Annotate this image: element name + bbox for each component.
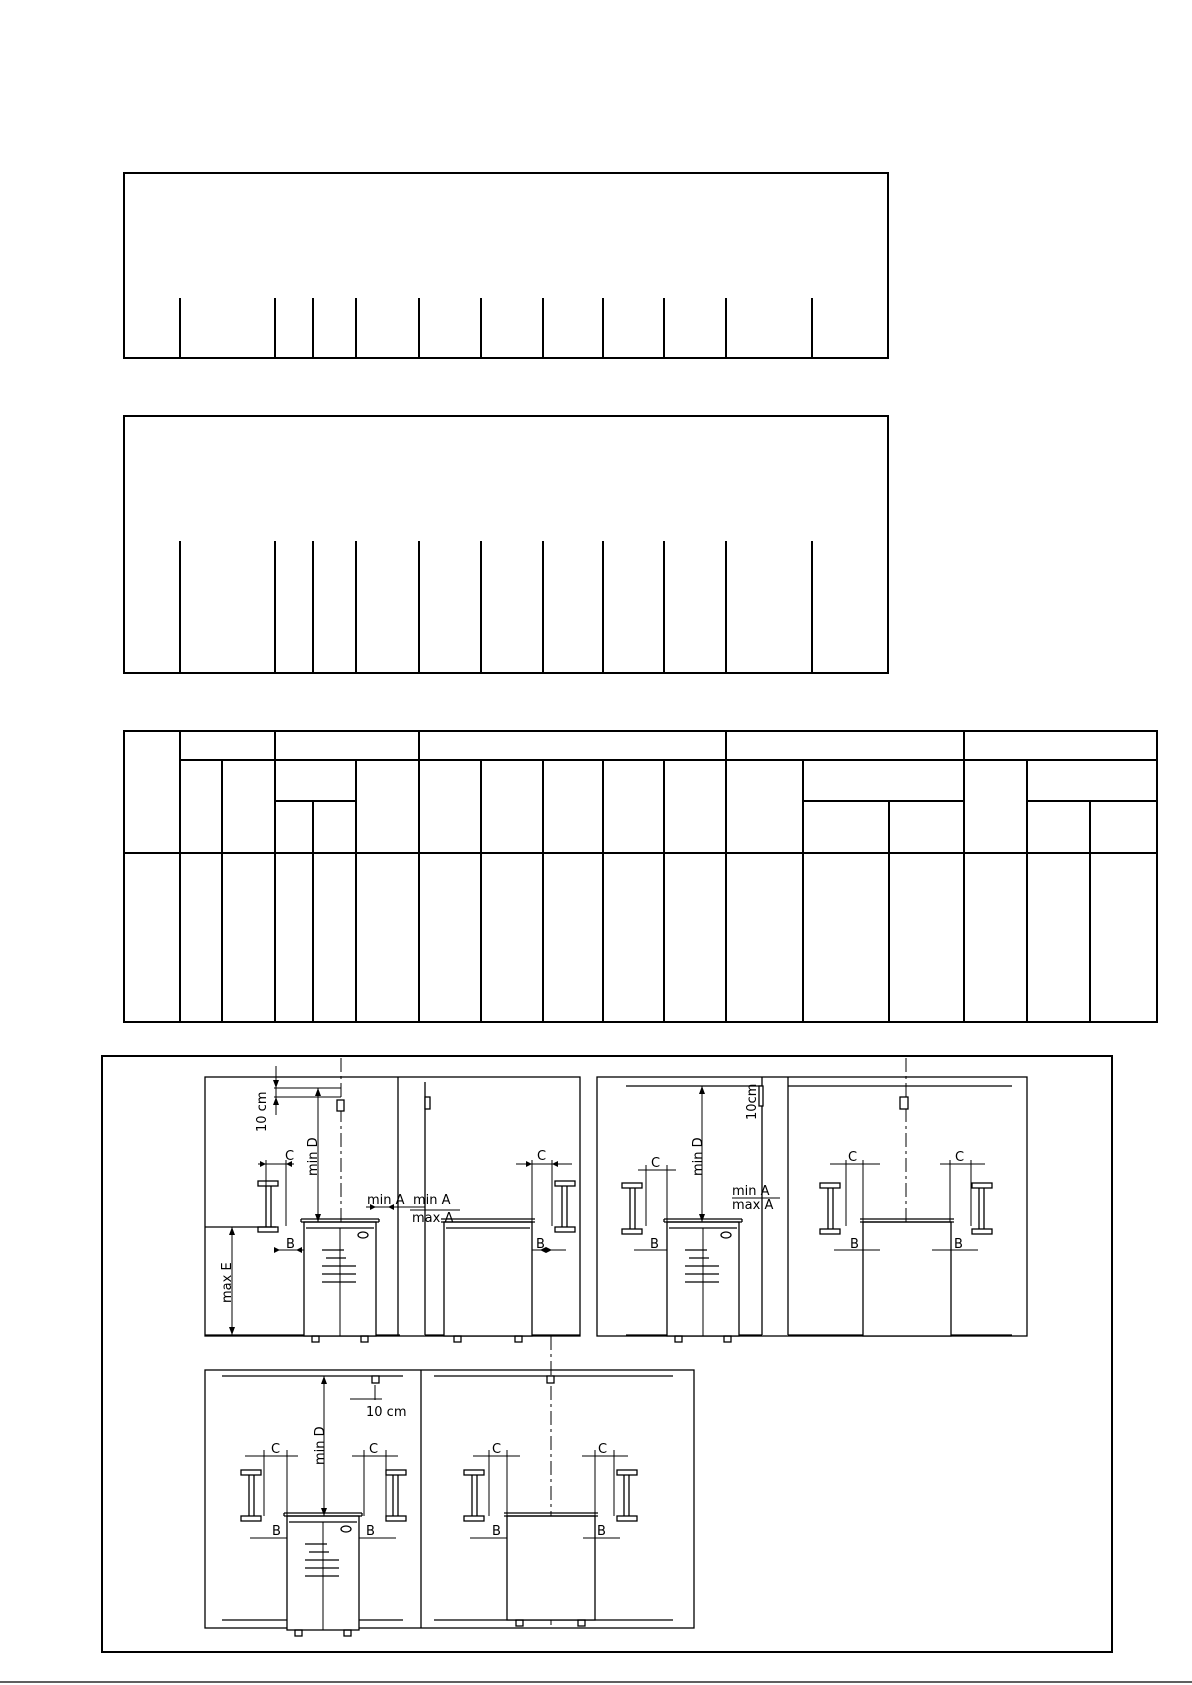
max-a-label: max A [732, 1198, 774, 1213]
min-a-label: min A [732, 1184, 770, 1199]
min-d-label: min D [691, 1137, 706, 1176]
c-label: C [955, 1150, 965, 1165]
b-label: B [286, 1237, 295, 1252]
drawing-panel-freestanding-side [434, 1376, 673, 1626]
min-d-label: min D [306, 1137, 321, 1176]
b-label: B [597, 1524, 606, 1539]
b-label: B [954, 1237, 963, 1252]
b-label: B [366, 1524, 375, 1539]
specs-table-3 [124, 731, 1157, 1022]
c-label: C [285, 1149, 295, 1164]
b-label: B [650, 1237, 659, 1252]
c-label: C [537, 1149, 547, 1164]
c-label: C [598, 1442, 608, 1457]
ten-cm-label: 10 cm [366, 1405, 407, 1420]
c-label: C [369, 1442, 379, 1457]
ten-cm-compact-label: 10cm [745, 1083, 760, 1120]
min-d-label: min D [313, 1426, 328, 1465]
min-a-label: min A [367, 1193, 405, 1208]
max-e-label: max E [220, 1262, 235, 1303]
drawing-panel-front-corner [597, 1058, 1027, 1342]
max-a-label: max A [412, 1211, 454, 1226]
specs-table-1 [124, 173, 888, 358]
drawing-panel-side-wall [395, 1082, 580, 1342]
c-label: C [492, 1442, 502, 1457]
installation-drawings [102, 1056, 1112, 1652]
c-label: C [651, 1156, 661, 1171]
c-label: C [848, 1150, 858, 1165]
min-a-label: min A [413, 1193, 451, 1208]
c-label: C [271, 1442, 281, 1457]
b-label: B [536, 1237, 545, 1252]
b-label: B [492, 1524, 501, 1539]
b-label: B [850, 1237, 859, 1252]
drawing-panel-freestanding-front [205, 1336, 694, 1636]
ten-cm-label: 10 cm [255, 1091, 270, 1132]
b-label: B [272, 1524, 281, 1539]
specs-table-2 [124, 416, 888, 673]
